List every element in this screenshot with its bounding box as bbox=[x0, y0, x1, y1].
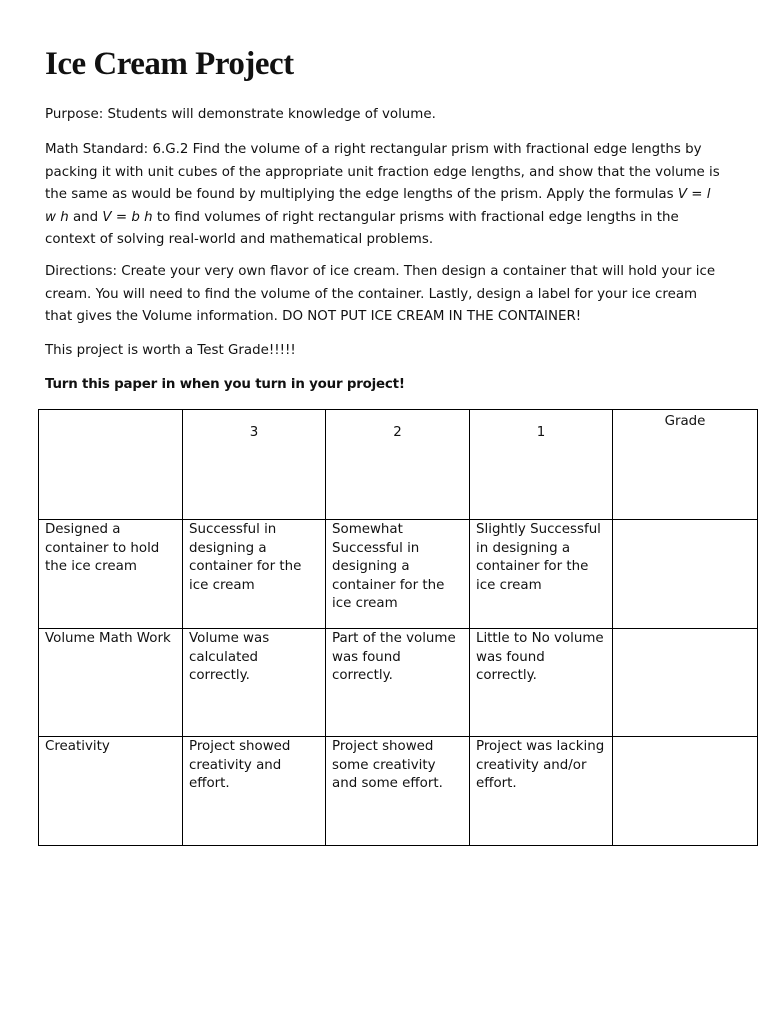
rubric-cell-score-1: Slightly Successful in designing a container for the ice cream bbox=[470, 520, 613, 629]
rubric-table bbox=[38, 409, 758, 846]
rubric-header-grade: Grade bbox=[613, 410, 758, 520]
rubric-cell-score-2: Somewhat Successful in designing a container for the ice cream bbox=[326, 520, 470, 629]
worth-text: This project is worth a Test Grade!!!!! bbox=[45, 343, 296, 358]
rubric-criterion: Volume Math Work bbox=[39, 629, 183, 737]
rubric-header-score-3: 3 bbox=[183, 410, 326, 520]
standard-lead: Math Standard: 6.G.2 Find the volume of a right rectangular prism with fractional edge lengths by packing it with unit cubes of the appropriate unit fraction edge lengths, and show that the volume is the same as would be found by multiplying the edge lengths of the prism. Apply the formulas bbox=[45, 142, 720, 202]
turn-in-notice: Turn this paper in when you turn in your project! bbox=[45, 377, 405, 392]
rubric-cell-score-3: Successful in designing a container for the ice cream bbox=[183, 520, 326, 629]
purpose-text: Purpose: Students will demonstrate knowledge of volume. bbox=[45, 107, 436, 122]
rubric-criterion: Designed a container to hold the ice cream bbox=[39, 520, 183, 629]
standard-mid: and bbox=[68, 209, 103, 225]
rubric-cell-score-2: Part of the volume was found correctly. bbox=[326, 629, 470, 737]
rubric-criterion: Creativity bbox=[39, 737, 183, 846]
rubric-grade-cell[interactable] bbox=[613, 520, 758, 629]
rubric-header-row bbox=[39, 410, 758, 520]
directions-text: Directions: Create your very own flavor of ice cream. Then design a container that will hold your ice cream. You will need to find the volume of the container. Lastly, design a label for your ice cream that gives the Volume information. DO NOT PUT ICE CREAM IN THE CONTAINER! bbox=[45, 264, 716, 324]
rubric-cell-score-1: Little to No volume was found correctly. bbox=[470, 629, 613, 737]
formula-volume-bh: V = b h bbox=[102, 209, 153, 225]
rubric-cell-score-2: Project showed some creativity and some effort. bbox=[326, 737, 470, 846]
rubric-grade-cell[interactable] bbox=[613, 629, 758, 737]
standard-tail: to find volumes of right rectangular prisms with fractional edge lengths in the context of solving real-world and mathematical problems. bbox=[45, 209, 679, 247]
formula-volume-lwh: V = l w h bbox=[45, 187, 711, 225]
math-standard-text bbox=[45, 139, 721, 252]
rubric-row-volume bbox=[39, 629, 758, 737]
document-title: Ice Cream Project bbox=[45, 46, 294, 82]
rubric-cell-score-1: Project was lacking creativity and/or effort. bbox=[470, 737, 613, 846]
rubric-row-container bbox=[39, 520, 758, 629]
rubric-header-score-1: 1 bbox=[470, 410, 613, 520]
rubric-header-score-2: 2 bbox=[326, 410, 470, 520]
rubric-header-blank bbox=[39, 410, 183, 520]
rubric-grade-cell[interactable] bbox=[613, 737, 758, 846]
rubric-cell-score-3: Volume was calculated correctly. bbox=[183, 629, 326, 737]
rubric-cell-score-3: Project showed creativity and effort. bbox=[183, 737, 326, 846]
rubric-row-creativity bbox=[39, 737, 758, 846]
